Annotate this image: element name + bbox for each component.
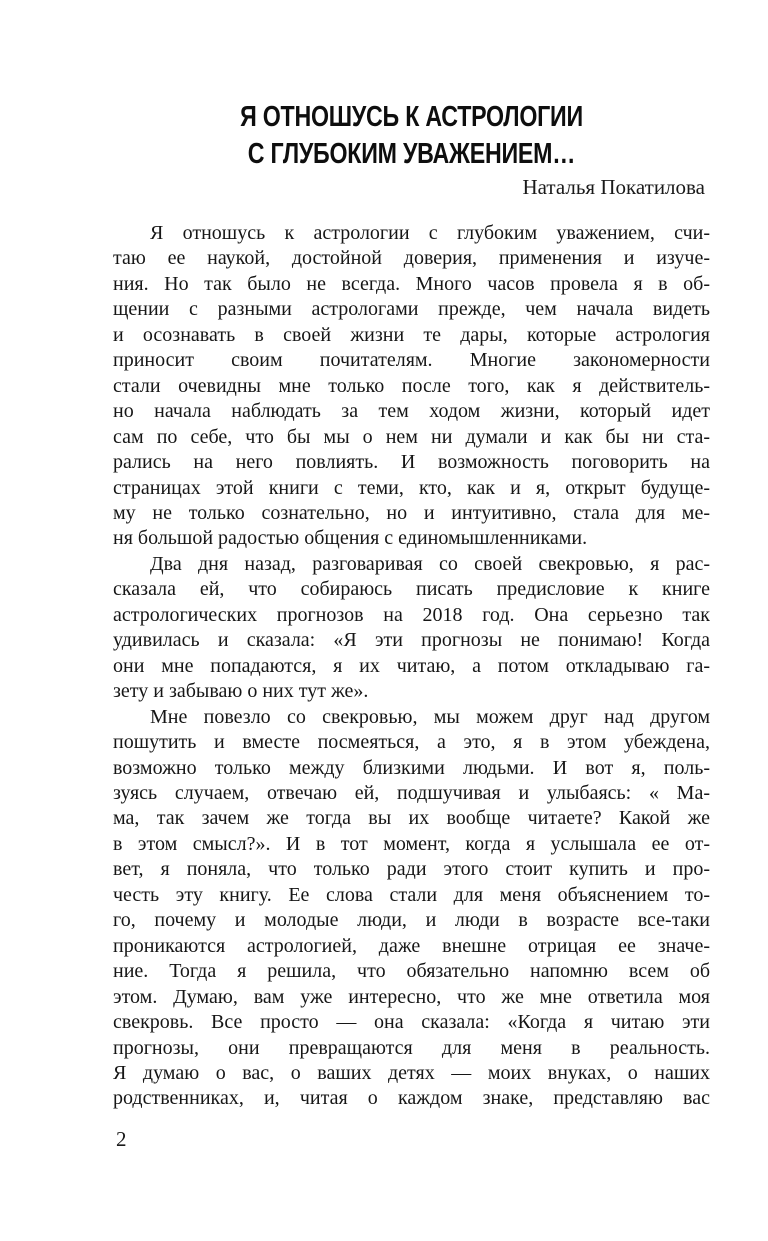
chapter-title-line-2: С ГЛУБОКИМ УВАЖЕНИЕМ… — [247, 138, 576, 170]
text-line: ня большой радостью общения с единомышленниками. — [113, 527, 588, 550]
text-line: проникаются астрологией, даже внешне отрицая ее значе- — [113, 934, 710, 957]
author-byline: Наталья Покатилова — [522, 175, 705, 199]
text-line: сказала ей, что собираюсь писать предисловие к книге — [113, 578, 710, 601]
text-line: Я думаю о вас, о ваших детях — моих внуках, о наших — [113, 1061, 710, 1084]
chapter-title-line-1: Я ОТНОШУСЬ К АСТРОЛОГИИ — [240, 101, 583, 133]
text-line: они мне попадаются, я их читаю, а потом откладываю га- — [113, 654, 710, 677]
text-line: астрологических прогнозов на 2018 год. Она серьезно так — [113, 603, 710, 626]
text-line: Я отношусь к астрологии с глубоким уважением, счи- — [150, 222, 710, 244]
chapter-title — [113, 99, 710, 173]
text-line: этом. Думаю, вам уже интересно, что же мне ответила моя — [113, 985, 710, 1008]
text-line: щении с разными астрологами прежде, чем начала видеть — [113, 298, 710, 321]
text-line: таю ее наукой, достойной доверия, применения и изуче- — [113, 247, 710, 270]
text-line: страницах этой книги с теми, кто, как и я, открыт будуще- — [113, 476, 710, 499]
text-line: удивилась и сказала: «Я эти прогнозы не понимаю! Когда — [113, 629, 710, 652]
text-line: зету и забываю о них тут же». — [113, 680, 369, 703]
text-line: ма, так зачем же тогда вы их вообще читаете? Какой же — [113, 807, 710, 830]
text-line: прогнозы, они превращаются для меня в реальность. — [113, 1036, 710, 1059]
text-line: в этом смысл?». И в тот момент, когда я услышала ее от- — [113, 832, 710, 855]
text-line: му не только сознательно, но и интуитивно, стала для ме- — [113, 501, 710, 524]
text-line: возможно только между близкими людьми. И вот я, поль- — [113, 756, 710, 779]
text-line: го, почему и молодые люди, и люди в возрасте все-таки — [113, 909, 710, 932]
text-line: зуясь случаем, отвечаю ей, подшучивая и улыбаясь: « Ма- — [113, 781, 710, 804]
text-line: родственниках, и, читая о каждом знаке, представляю вас — [113, 1087, 710, 1110]
text-line: Мне повезло со свекровью, мы можем друг над другом — [150, 705, 710, 728]
text-line: и осознавать в своей жизни те дары, которые астрология — [113, 323, 710, 346]
text-line: вет, я поняла, что только ради этого стоит купить и про- — [113, 858, 710, 881]
text-line: ния. Но так было не всегда. Много часов провела я в об- — [113, 272, 710, 295]
text-line: сам по себе, что бы мы о нем ни думали и как бы ни ста- — [113, 425, 710, 448]
body-text — [113, 221, 710, 1112]
text-line: ние. Тогда я решила, что обязательно напомню всем об — [113, 960, 710, 983]
text-line: пошутить и вместе посмеяться, а это, я в этом убеждена, — [113, 731, 710, 754]
text-line: свекровь. Все просто — она сказала: «Когда я читаю эти — [113, 1011, 710, 1034]
text-line: рались на него повлиять. И возможность поговорить на — [113, 451, 710, 474]
text-line: приносит своим почитателям. Многие закономерности — [113, 349, 710, 372]
page-number: 2 — [116, 1127, 127, 1151]
text-line: но начала наблюдать за тем ходом жизни, который идет — [113, 400, 710, 423]
text-line: стали очевидны мне только после того, как я действитель- — [113, 374, 710, 397]
text-line: Два дня назад, разговаривая со своей свекровью, я рас- — [150, 552, 710, 575]
text-line: честь эту книгу. Ее слова стали для меня объяснением то- — [113, 883, 710, 906]
